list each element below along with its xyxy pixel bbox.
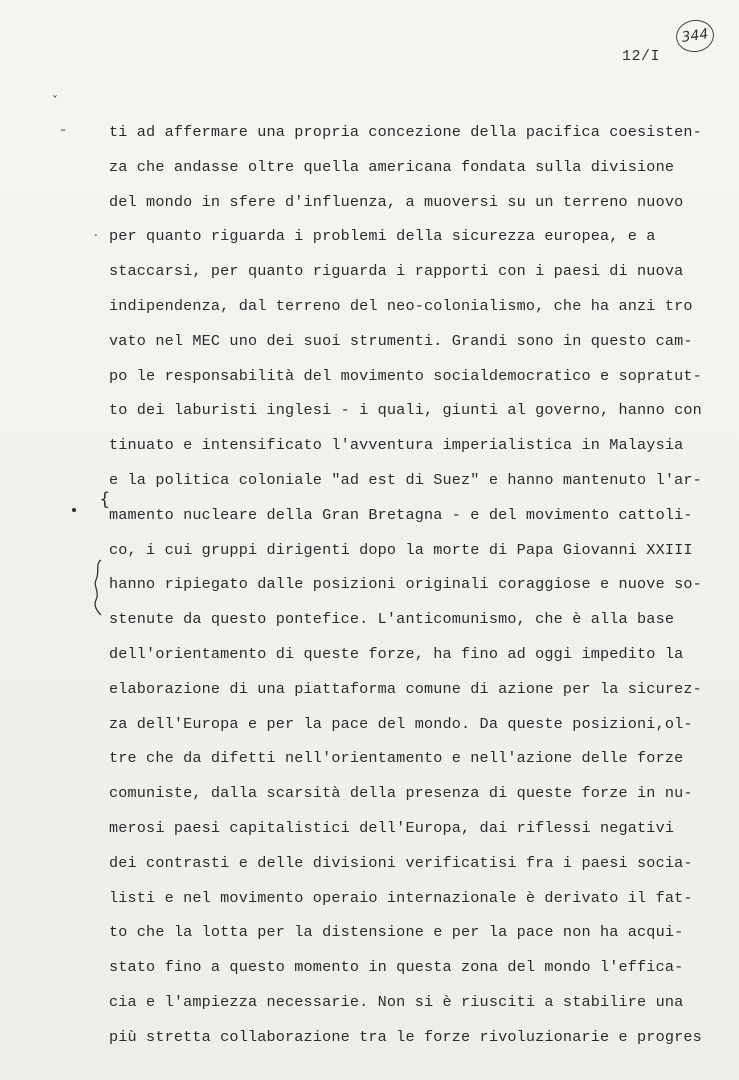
text-line: mamento nucleare della Gran Bretagna - e del movimento cattoli- (109, 505, 693, 524)
margin-brace-mark: { (99, 489, 111, 510)
text-line: za dell'Europa e per la pace del mondo. Da queste posizioni,ol- (109, 714, 693, 733)
text-line: tinuato e intensificato l'avventura imperialistica in Malaysia (109, 436, 684, 455)
text-line: listi e nel movimento operaio internazionale è derivato il fat- (109, 888, 693, 907)
text-line: merosi paesi capitalistici dell'Europa, dai riflessi negativi (109, 818, 675, 837)
text-line: co, i cui gruppi dirigenti dopo la morte di Papa Giovanni XXIII (109, 540, 693, 559)
text-line: to dei laburisti inglesi - i quali, giunti al governo, hanno con (109, 401, 702, 420)
text-line: dell'orientamento di queste forze, ha fino ad oggi impedito la (109, 644, 684, 663)
margin-tick-mark: . (94, 225, 98, 239)
text-line: più stretta collaborazione tra le forze rivoluzionarie e progres (109, 1027, 702, 1046)
text-line: ti ad affermare una propria concezione della pacifica coesisten- (109, 123, 702, 141)
margin-tick-mark: ˇ (52, 94, 58, 108)
text-line: dei contrasti e delle divisioni verificatisi fra i paesi socia- (109, 853, 693, 872)
text-line: del mondo in sfere d'influenza, a muoversi su un terreno nuovo (109, 192, 684, 211)
text-line: per quanto riguarda i problemi della sicurezza europea, e a (109, 227, 656, 246)
body-text (109, 115, 719, 1055)
text-line: staccarsi, per quanto riguarda i rapporti con i paesi di nuova (109, 262, 684, 281)
text-line: indipendenza, dal terreno del neo-colonialismo, che ha anzi tro (109, 296, 693, 315)
archive-stamp (674, 18, 716, 55)
margin-tick-mark: ˜ (60, 128, 66, 142)
text-line: cia e l'ampiezza necessarie. Non si è riusciti a stabilire una (109, 992, 684, 1011)
margin-bracket-mark (90, 558, 104, 616)
text-line: za che andasse oltre quella americana fondata sulla divisione (109, 157, 675, 176)
archive-stamp-number: 344 (680, 26, 710, 46)
text-line: hanno ripiegato dalle posizioni originali coraggiose e nuove so- (109, 575, 702, 594)
text-line: po le responsabilità del movimento socialdemocratico e sopratut- (109, 366, 702, 385)
margin-dot-mark (72, 508, 76, 512)
text-line: comuniste, dalla scarsità della presenza di queste forze in nu- (109, 784, 693, 803)
text-line: vato nel MEC uno dei suoi strumenti. Grandi sono in questo cam- (109, 331, 693, 350)
text-line: stenute da questo pontefice. L'anticomunismo, che è alla base (109, 610, 675, 629)
text-line: e la politica coloniale "ad est di Suez" e hanno mantenuto l'ar- (109, 470, 702, 489)
page-number: 12/I (622, 48, 661, 65)
text-line: to che la lotta per la distensione e per la pace non ha acqui- (109, 923, 684, 942)
text-line: tre che da difetti nell'orientamento e nell'azione delle forze (109, 749, 684, 768)
text-line: elaborazione di una piattaforma comune di azione per la sicurez- (109, 679, 702, 698)
text-line: stato fino a questo momento in questa zona del mondo l'effica- (109, 958, 684, 977)
